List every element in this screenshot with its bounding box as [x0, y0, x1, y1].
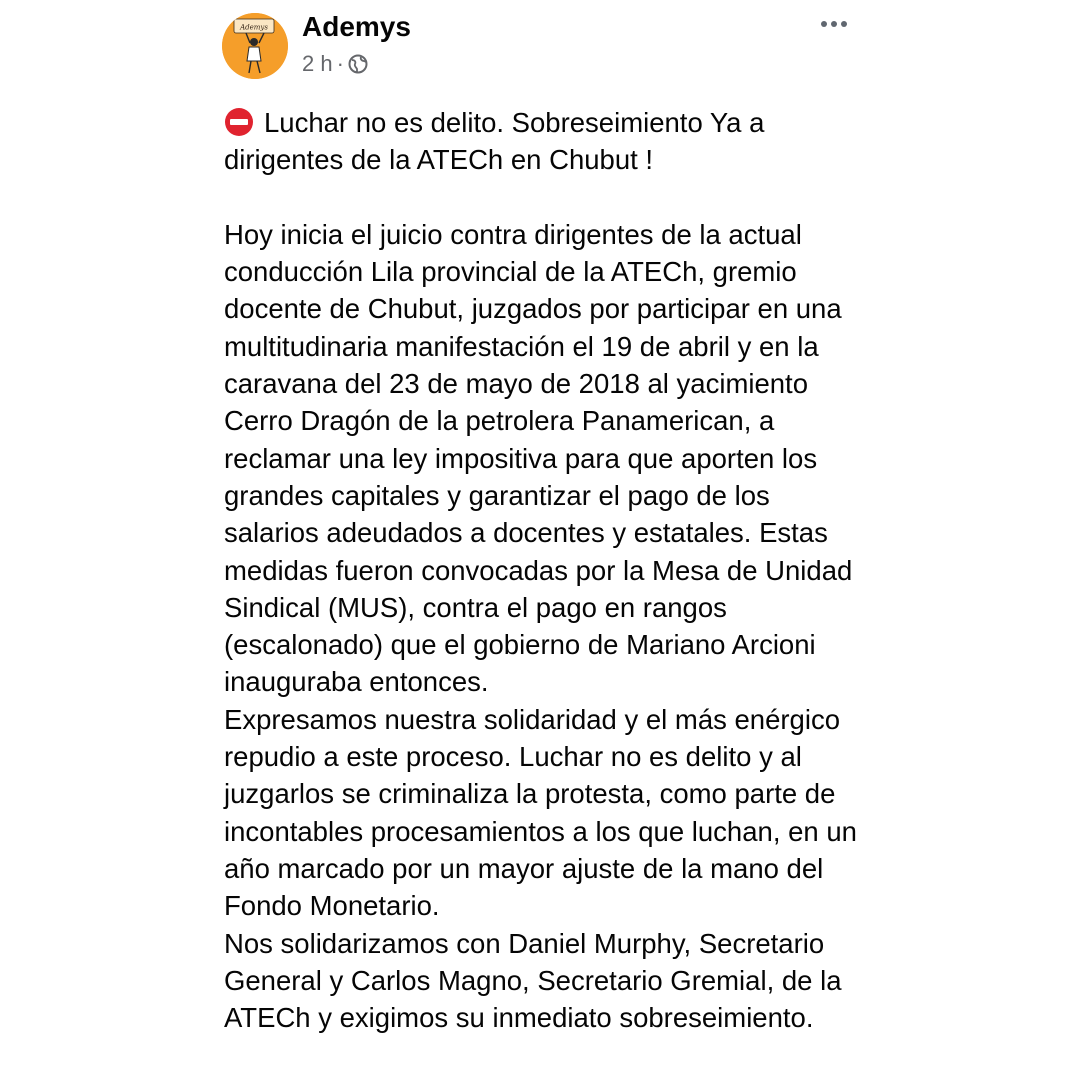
avatar-logo-text: Ademys	[240, 23, 268, 32]
no-entry-icon	[224, 107, 254, 137]
post-paragraph: Hoy inicia el juicio contra dirigentes de la actual conducción Lila provincial de la ATECh, gremio docente de Chubut, juzgados por participar en una multitudinaria manifestación el 19 de abril y en la caravana del 23 de mayo de 2018 al yacimiento Cerro Dragón de la petrolera Panamerican, a reclamar una ley impositiva para que aporten los grandes capitales y garantizar el pago de los salarios adeudados a docentes y estatales. Estas medidas fueron convocadas por la Mesa de Unidad Sindical (MUS), contra el pago en rangos (escalonado) que el gobierno de Mariano Arcioni inauguraba entonces.	[224, 218, 853, 698]
post-meta	[302, 52, 368, 76]
headline-text: Luchar no es delito. Sobreseimiento Ya a dirigentes de la ATECh en Chubut !	[224, 107, 765, 176]
post-paragraph: Nos solidarizamos con Daniel Murphy, Secretario General y Carlos Magno, Secretario Gremial, de la ATECh y exigimos su inmediato sobreseimiento.	[224, 927, 842, 1034]
post-paragraph: Expresamos nuestra solidaridad y el más enérgico repudio a este proceso. Luchar no es delito y al juzgarlos se criminaliza la protesta, como parte de incontables procesamientos a los que luchan, en un año marcado por un mayor ajuste de la mano del Fondo Monetario.	[224, 703, 857, 922]
more-horizontal-icon	[819, 19, 849, 29]
post-timestamp[interactable]: 2 h	[302, 51, 333, 76]
meta-separator: ·	[336, 51, 344, 76]
globe-icon[interactable]	[348, 54, 368, 74]
post-body	[224, 104, 869, 1036]
post-header	[222, 10, 862, 82]
post-menu-button[interactable]	[814, 10, 854, 38]
avatar[interactable]	[222, 13, 288, 79]
post-headline	[224, 104, 869, 179]
ademys-logo	[222, 13, 288, 79]
post-author[interactable]: Ademys	[302, 11, 411, 42]
